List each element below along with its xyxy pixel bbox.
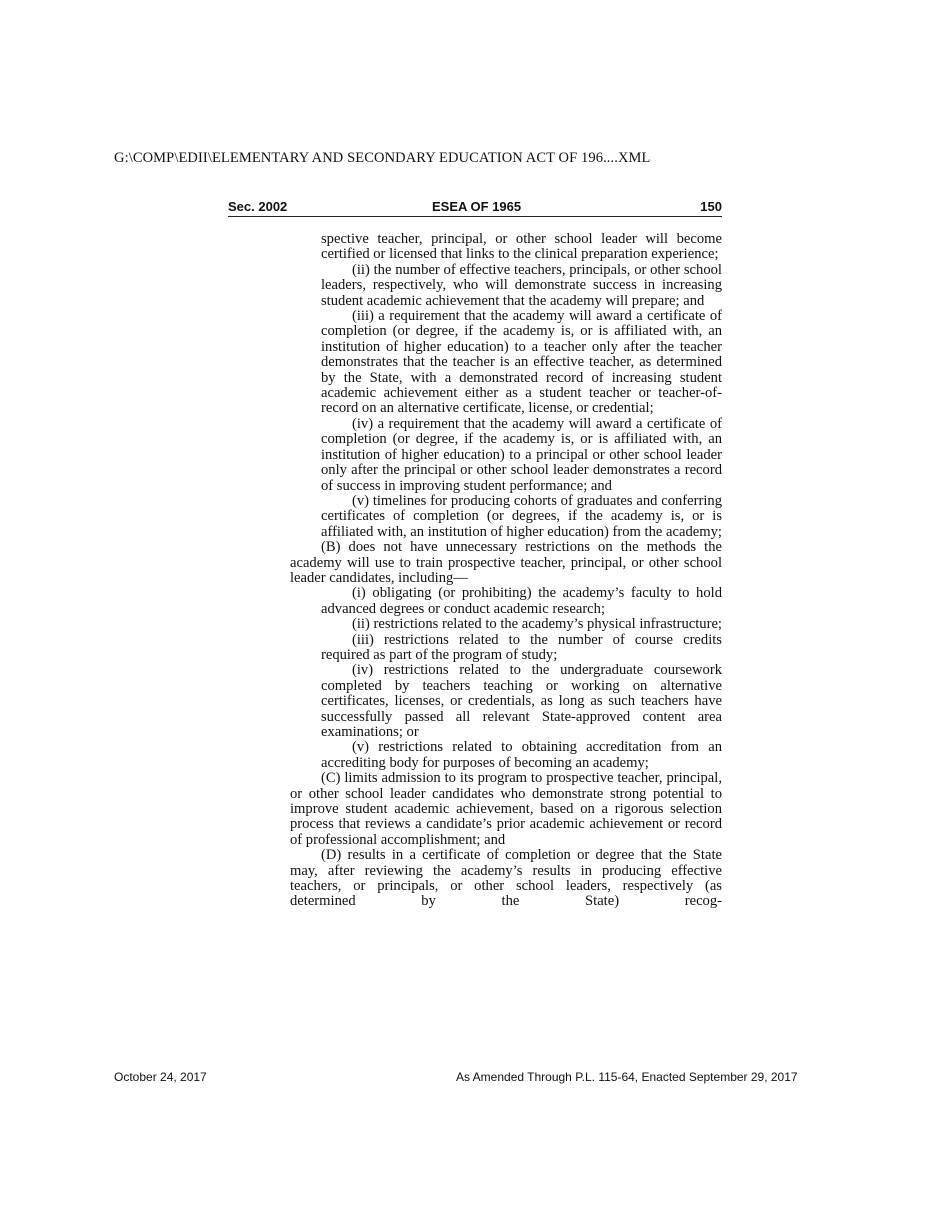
paragraph: (ii) restrictions related to the academy’s physical infrastructure; xyxy=(352,616,722,633)
footer-amended: As Amended Through P.L. 115-64, Enacted September 29, 2017 xyxy=(456,1070,798,1084)
paragraph: (iii) a requirement that the academy will award a certificate of completion (or degree, if the academy is, or is affiliated with, an institution of higher education) to a teacher only after the teacher demonstrates that the teacher is an effective teacher, as determined by the State, with a demonstrated record of increasing student academic achievement either as a student teacher or teacher-of-record on an alternative certificate, license, or credential; xyxy=(321,308,722,417)
paragraph: (iii) restrictions related to the number of course credits required as part of the program of study; xyxy=(321,631,722,663)
paragraph: (ii) the number of effective teachers, principals, or other school leaders, respectively, who will demonstrate success in increasing student academic achievement that the academy will prepare; and xyxy=(321,261,722,309)
footer-date: October 24, 2017 xyxy=(114,1070,207,1084)
paragraph: (iv) restrictions related to the undergraduate coursework completed by teachers teaching or working on alternative certificates, licenses, or credentials, as long as such teachers have successfully passed all relevant State-approved content area examinations; or xyxy=(321,662,722,740)
page-number: 150 xyxy=(700,199,722,214)
paragraph: spective teacher, principal, or other school leader will become certified or licensed that links to the clinical preparation experience; xyxy=(321,231,722,263)
paragraph: (D) results in a certificate of completion or degree that the State may, after reviewing the academy’s results in producing effective teachers, or principals, or other school leaders, respectively (as determined by the State) recog- xyxy=(290,847,722,910)
paragraph: (C) limits admission to its program to prospective teacher, principal, or other school leader candidates who demonstrate strong potential to improve student academic achievement, based on a rigorous selection process that reviews a candidate’s prior academic achievement or record of professional accomplishment; and xyxy=(290,770,722,848)
document-body xyxy=(290,232,722,910)
file-path: G:\COMP\EDII\ELEMENTARY AND SECONDARY EDUCATION ACT OF 196....XML xyxy=(114,150,651,166)
paragraph: (iv) a requirement that the academy will award a certificate of completion (or degree, if the academy is, or is affiliated with, an institution of higher education) to a principal or other school leader only after the principal or other school leader demonstrates a record of success in improving student performance; and xyxy=(321,415,722,494)
running-header xyxy=(228,198,722,217)
section-number: Sec. 2002 xyxy=(228,199,288,214)
paragraph: (i) obligating (or prohibiting) the academy’s faculty to hold advanced degrees or conduct academic research; xyxy=(321,585,722,617)
paragraph: (v) restrictions related to obtaining accreditation from an accrediting body for purposes of becoming an academy; xyxy=(321,739,722,771)
paragraph: (B) does not have unnecessary restrictions on the methods the academy will use to train prospective teacher, principal, or other school leader candidates, including— xyxy=(290,539,722,586)
act-title: ESEA OF 1965 xyxy=(432,199,522,214)
paragraph: (v) timelines for producing cohorts of graduates and conferring certificates of completion (or degrees, if the academy is, or is affiliated with, an institution of higher education) from the academy; xyxy=(321,492,722,540)
